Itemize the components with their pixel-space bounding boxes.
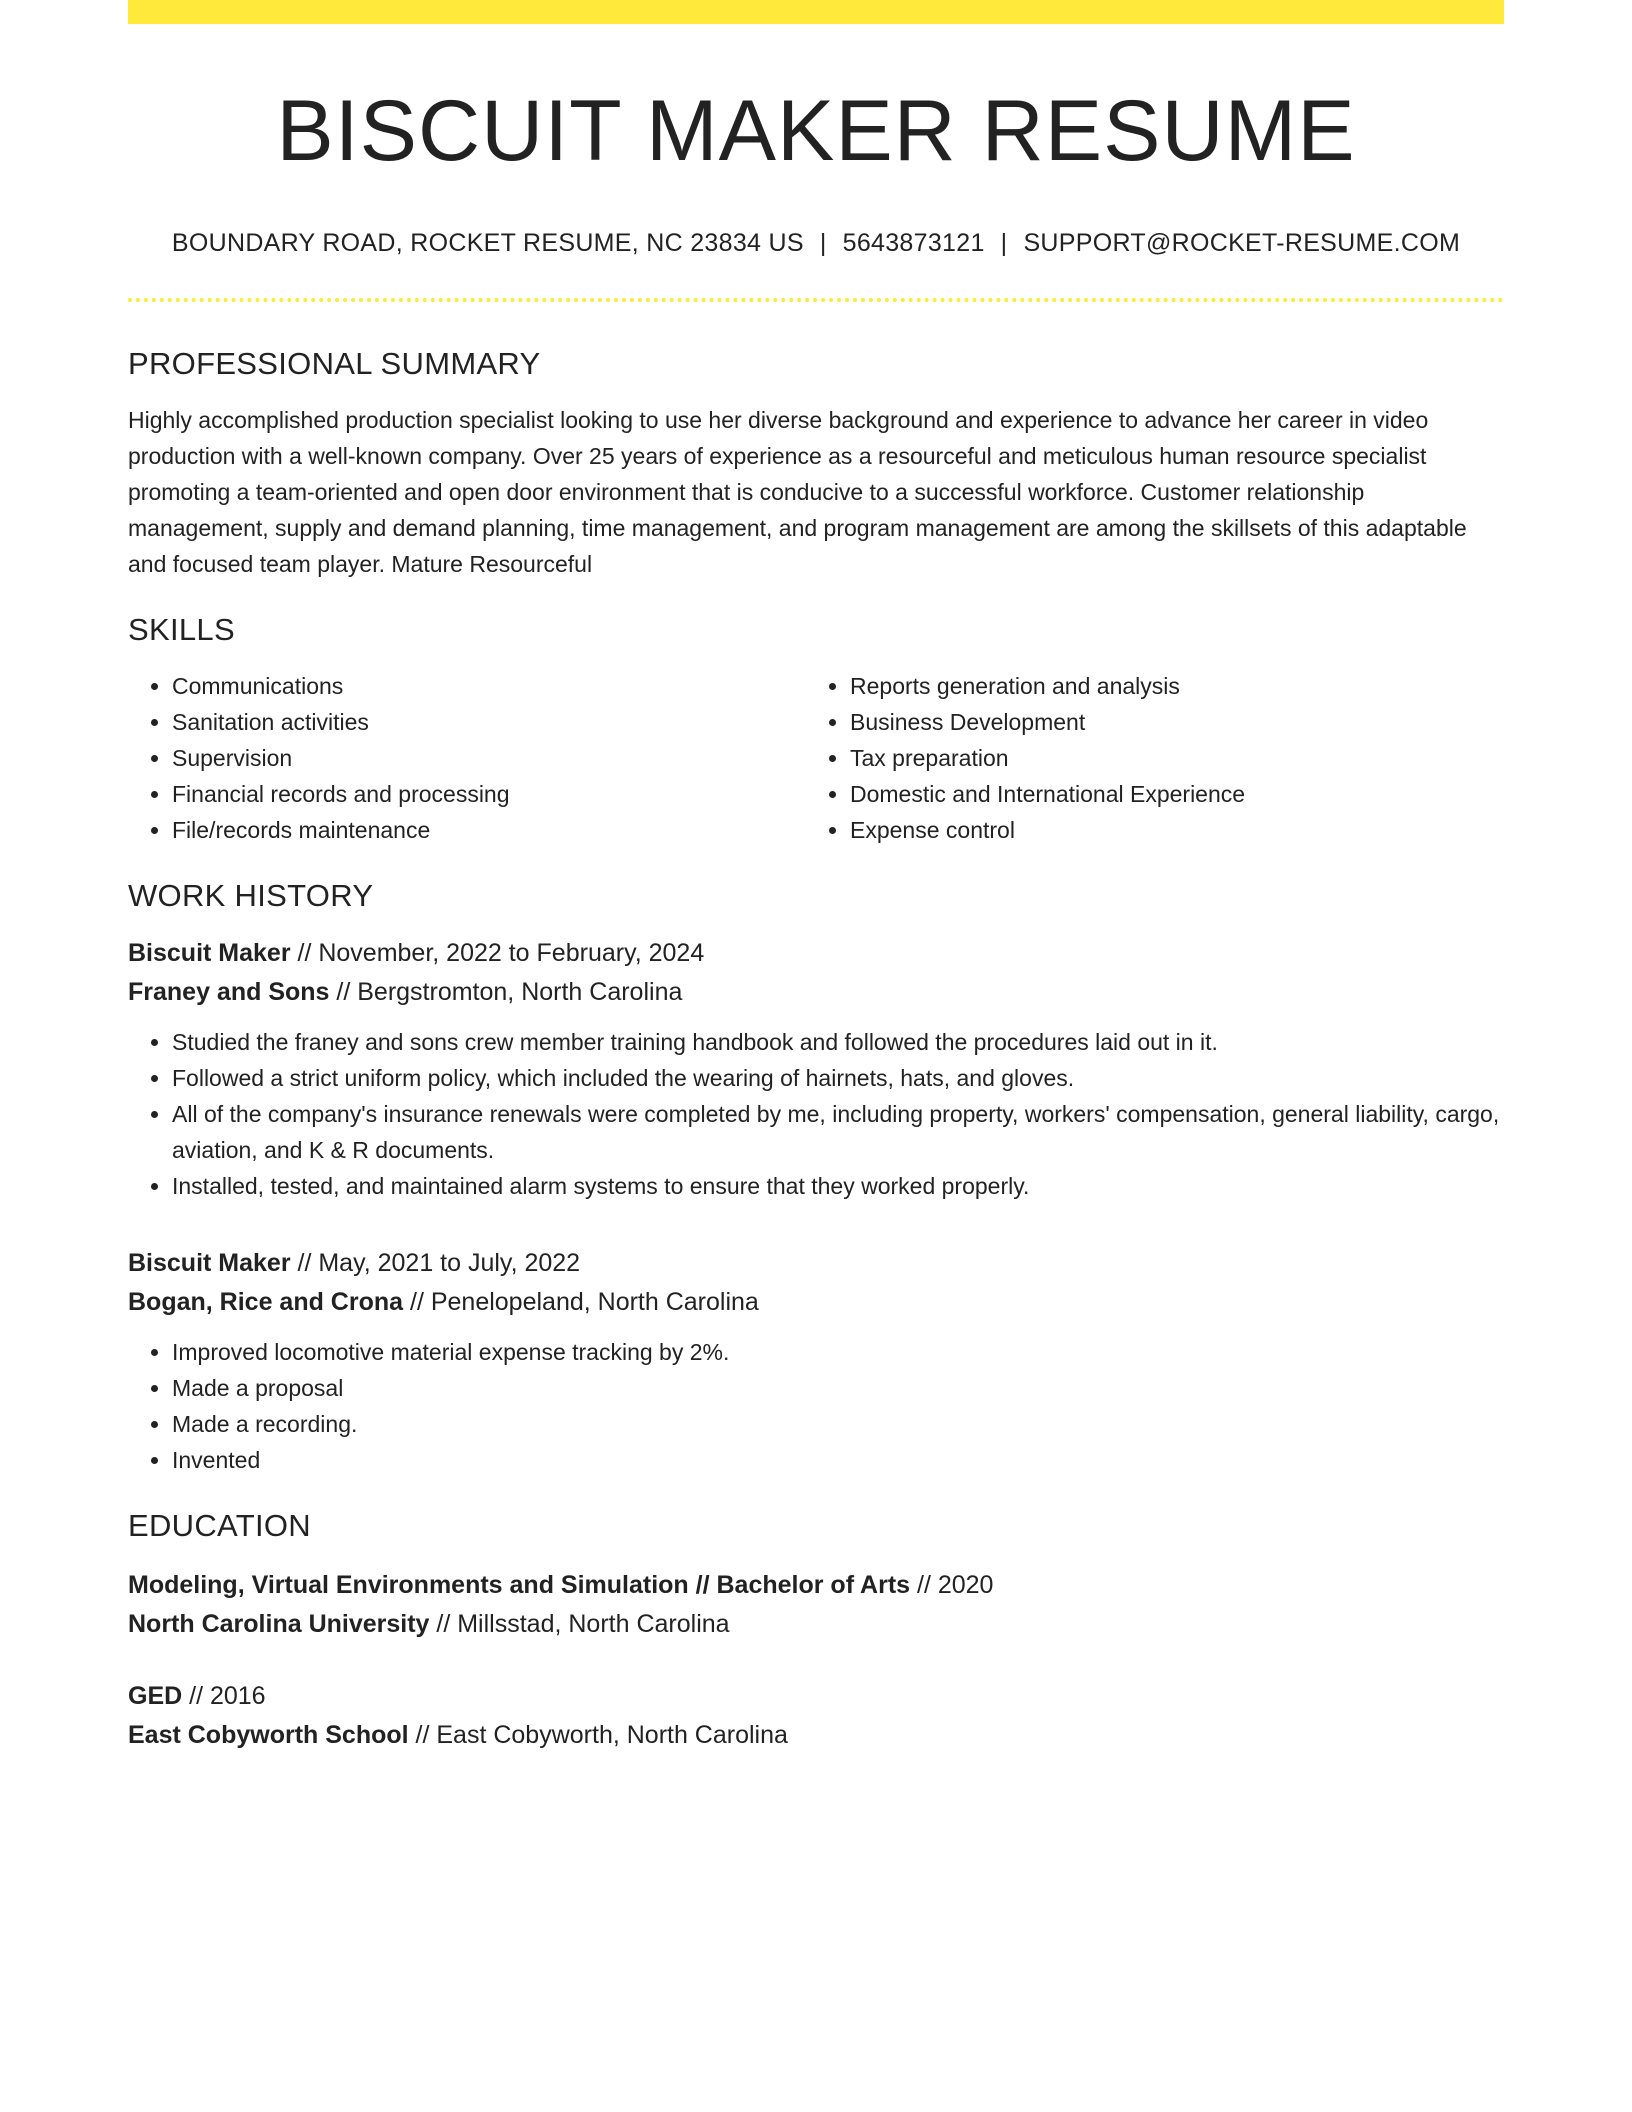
job-bullet: • Installed, tested, and maintained alarm systems to ensure that they worked properly. bbox=[172, 1168, 1504, 1204]
skill-item: • Supervision bbox=[172, 740, 806, 776]
job-dates: // November, 2022 to February, 2024 bbox=[290, 938, 705, 967]
skill-item: • Sanitation activities bbox=[172, 704, 806, 740]
education-school-line bbox=[128, 1716, 1504, 1755]
job-company-line bbox=[128, 1283, 1504, 1322]
education-degree-line bbox=[128, 1677, 1504, 1716]
skill-item: • Financial records and processing bbox=[172, 776, 806, 812]
job-company: Bogan, Rice and Crona bbox=[128, 1287, 404, 1316]
job-bullet: • Made a proposal bbox=[172, 1370, 1504, 1406]
job-bullet: • Made a recording. bbox=[172, 1406, 1504, 1442]
job-role: Biscuit Maker bbox=[128, 1248, 291, 1277]
education-degree: Modeling, Virtual Environments and Simulation // Bachelor of Arts bbox=[128, 1570, 911, 1599]
skill-item: • Reports generation and analysis bbox=[850, 668, 1484, 704]
dotted-divider bbox=[128, 298, 1504, 302]
skill-item: • Domestic and International Experience bbox=[850, 776, 1484, 812]
job-bullets bbox=[128, 1334, 1504, 1478]
job-bullet: • Studied the franey and sons crew member training handbook and followed the procedures laid out in it. bbox=[172, 1024, 1504, 1060]
skills-list-right bbox=[806, 668, 1484, 848]
skill-item: • Expense control bbox=[850, 812, 1484, 848]
job-role: Biscuit Maker bbox=[128, 938, 291, 967]
job-role-line bbox=[128, 934, 1504, 973]
job-location: // Penelopeland, North Carolina bbox=[403, 1287, 759, 1316]
education-location: // East Cobyworth, North Carolina bbox=[408, 1720, 788, 1749]
section-title-skills: SKILLS bbox=[128, 611, 235, 647]
contact-address: BOUNDARY ROAD, ROCKET RESUME, NC 23834 US bbox=[171, 228, 804, 257]
education-degree: GED bbox=[128, 1681, 183, 1710]
section-title-summary: PROFESSIONAL SUMMARY bbox=[128, 345, 541, 381]
education-entry bbox=[128, 1677, 1504, 1755]
skill-item: • Communications bbox=[172, 668, 806, 704]
skill-item: • Business Development bbox=[850, 704, 1484, 740]
contact-phone: 5643873121 bbox=[842, 228, 985, 257]
job-entry bbox=[128, 1244, 1504, 1478]
job-bullet: • Followed a strict uniform policy, which included the wearing of hairnets, hats, and gloves. bbox=[172, 1060, 1504, 1096]
education-degree-line bbox=[128, 1566, 1504, 1605]
education-school-line bbox=[128, 1605, 1504, 1644]
education-year: // 2020 bbox=[910, 1570, 994, 1599]
section-title-work-history: WORK HISTORY bbox=[128, 877, 374, 913]
job-company-line bbox=[128, 973, 1504, 1012]
contact-separator: | bbox=[819, 228, 827, 257]
skill-item: • Tax preparation bbox=[850, 740, 1484, 776]
contact-email: SUPPORT@ROCKET-RESUME.COM bbox=[1023, 228, 1461, 257]
job-dates: // May, 2021 to July, 2022 bbox=[290, 1248, 581, 1277]
skills-list-left bbox=[128, 668, 806, 848]
resume-title: BISCUIT MAKER RESUME bbox=[276, 83, 1356, 179]
summary-text: Highly accomplished production specialist looking to use her diverse background and experience to advance her career in video production with a well-known company. Over 25 years of experience as a resourceful and meticulous human resource specialist promoting a team-oriented and open door environment that is conducive to a successful workforce. Customer relationship management, supply and demand planning, time management, and program management are among the skillsets of this adaptable and focused team player. Mature Resourceful bbox=[128, 406, 1467, 577]
job-entry bbox=[128, 934, 1504, 1204]
job-bullet: • Invented bbox=[172, 1442, 1504, 1478]
job-bullet: • All of the company's insurance renewals were completed by me, including property, workers' compensation, general liability, cargo, aviation, and K & R documents. bbox=[172, 1096, 1504, 1168]
resume-page bbox=[128, 0, 1504, 1755]
skills-columns bbox=[128, 668, 1504, 848]
section-title-education: EDUCATION bbox=[128, 1507, 311, 1543]
education-year: // 2016 bbox=[182, 1681, 266, 1710]
job-location: // Bergstromton, North Carolina bbox=[329, 977, 683, 1006]
job-company: Franey and Sons bbox=[128, 977, 330, 1006]
contact-separator: | bbox=[1000, 228, 1008, 257]
contact-line bbox=[128, 229, 1504, 258]
skill-item: • File/records maintenance bbox=[172, 812, 806, 848]
education-school: East Cobyworth School bbox=[128, 1720, 409, 1749]
education-school: North Carolina University bbox=[128, 1609, 430, 1638]
job-role-line bbox=[128, 1244, 1504, 1283]
education-entry bbox=[128, 1566, 1504, 1644]
job-bullets bbox=[128, 1024, 1504, 1204]
top-accent-bar bbox=[128, 0, 1504, 24]
education-location: // Millsstad, North Carolina bbox=[429, 1609, 730, 1638]
job-bullet: • Improved locomotive material expense tracking by 2%. bbox=[172, 1334, 1504, 1370]
